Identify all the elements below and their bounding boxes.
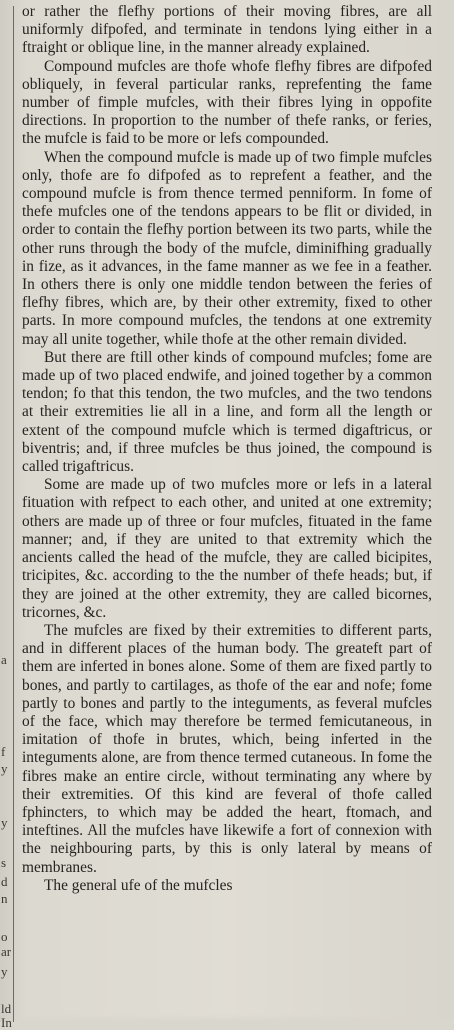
margin-fragment: a: [1, 652, 7, 667]
margin-fragment: o: [1, 929, 8, 944]
margin-fragment: y: [1, 761, 8, 776]
column-rule: [13, 6, 14, 1022]
paragraph-general-use: The general ufe of the mufcles: [44, 876, 233, 894]
margin-fragment: y: [1, 815, 8, 830]
margin-fragment: s: [1, 855, 7, 870]
paragraph-continued: or rather the flefhy portions of their moving fibres, are all uniformly difpofed, and terminate in tendons lying either in a ftraight or oblique line, in the manner already explained.: [22, 3, 432, 57]
margin-fragment: d: [1, 874, 8, 889]
paragraph-penniform: When the compound mufcle is made up of two fimple mufcles only, thofe are fo difpofed as to reprefent a feather, and the compound mufcle is from thence termed penniform. In fome of thefe mufcles one of the tendons appears to be flit or divided, in order to contain the flefhy portion between its two parts, while the other runs through the body of the mufcle, diminifhing gradually in fize, as it advances, in the fame manner as we fee in a feather. In others there is only one middle tendon between the feries of flefhy fibres, which are, by their other extremity, fixed to other parts. In more compound mufcles, the tendons at one extremity may all unite together, while thofe at the other remain divided.: [22, 148, 432, 348]
margin-fragment: f: [1, 744, 6, 759]
margin-fragment: In: [1, 1015, 12, 1030]
margin-fragment: n: [1, 891, 8, 906]
paragraph-bicipites: Some are made up of two mufcles more or lefs in a lateral fituation with refpect to each other, and united at one extremity; others are made up of three or four mufcles, fituated in the fame manner; and, if they are united to that extremity which the ancients called the head of the mufcle, they are called bicipites, tricipites, &c. according to the the number of thefe heads; but, if they are joined at the other extremity, they are called bicornes, tricornes, &c.: [22, 476, 432, 621]
page-bottom-edge: [14, 1014, 454, 1022]
paragraph-attachments: The mufcles are fixed by their extremities to different parts, and in different places of the human body. The greateft part of them are inferted in bones alone. Some of them are fixed partly to bones, and partly to cartilages, as thofe of the ear and nofe; fome partly to bones and partly to the integuments, as feveral mufcles of the face, which may therefore be termed femicutaneous, in imitation of thofe in brutes, which, being inferted in the integuments alone, are from thence termed cutaneous. In fome the fibres make an entire circle, without terminating any where by their extremities. Of this kind are feveral of thofe called fphincters, to which may be added the heart, ftomach, and inteftines. All the mufcles have likewife a fort of connexion with the neighbouring parts, by this is only lateral by means of membranes.: [22, 621, 432, 876]
paragraph-compound-muscles: Compound mufcles are thofe whofe flefhy fibres are difpofed obliquely, in feveral particular ranks, reprefenting the fame number of fimple mufcles, with their fibres lying in oppofite directions. In proportion to the number of thefe ranks, or feries, the mufcle is faid to be more or lefs compounded.: [22, 57, 432, 148]
margin-fragment: y: [1, 964, 8, 979]
margin-fragment: ar: [1, 944, 12, 959]
left-margin-fragments: [0, 0, 12, 1030]
margin-fragment: ld: [1, 1001, 12, 1016]
text-column: [22, 3, 432, 895]
paragraph-digastricus: But there are ftill other kinds of compound mufcles; fome are made up of two placed endwife, and joined together by a common tendon; fo that this tendon, the two mufcles, and the two tendons at their extremities lie all in a line, and form all the length or extent of the compound mufcle which is termed digaftricus, or biventris; and, if three mufcles be thus joined, the compound is called trigaftricus.: [22, 348, 432, 476]
